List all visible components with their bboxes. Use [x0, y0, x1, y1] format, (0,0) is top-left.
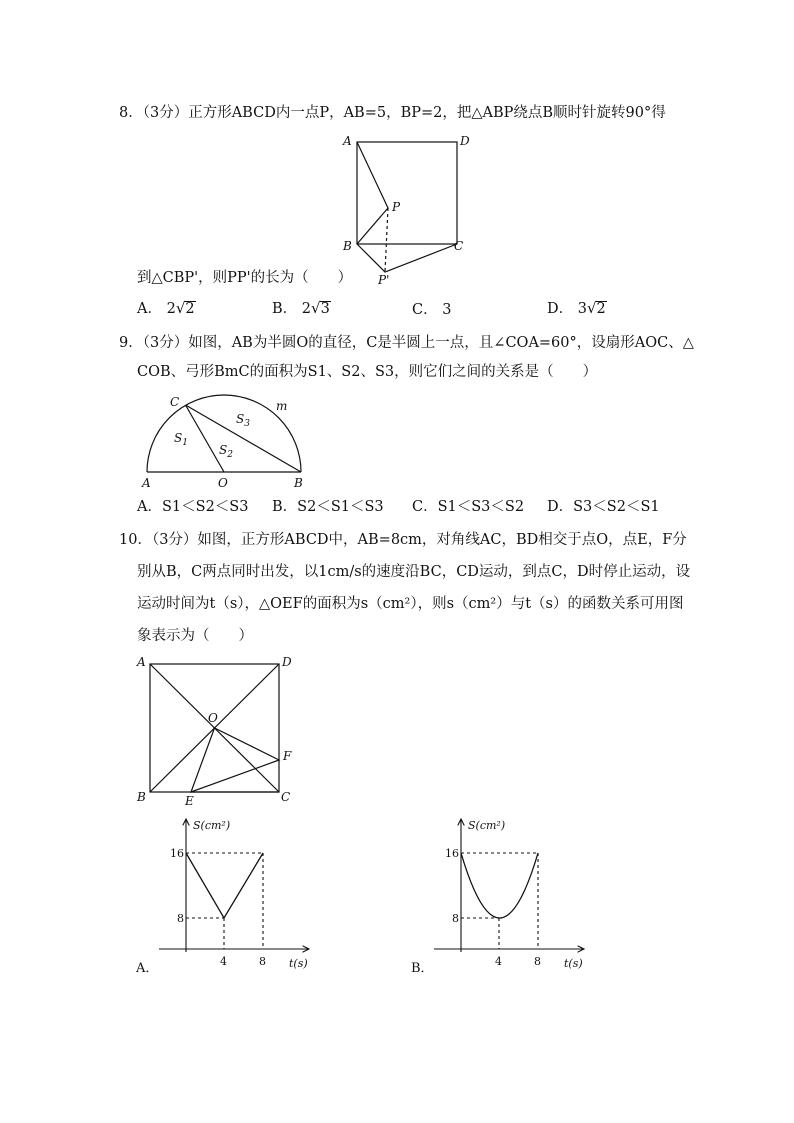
label-a: A [142, 476, 151, 490]
label-s3: $S_3$ [236, 412, 250, 429]
y-tick-16: 16 [170, 847, 184, 860]
q9-text-line1: 9．（3分）如图，AB为半圆O的直径，C是半圆上一点，且∠COA=60°，设扇形AOC、△ [119, 335, 694, 351]
segment-pp2 [385, 208, 388, 272]
q10-text-line3: 运动时间为t（s），△OEF的面积为s（cm²），则s（cm²）与t（s）的函数关系可用图 [137, 596, 684, 612]
label-f: F [283, 749, 292, 763]
triangle-abp [357, 142, 388, 244]
series-line [186, 853, 263, 918]
q10-figure [133, 654, 303, 808]
y-axis-label: S(cm²) [468, 819, 506, 832]
x-tick-4: 4 [495, 955, 502, 968]
q9-option-a: A．S1＜S2＜S3 [137, 499, 249, 515]
q10-graph-a [135, 815, 335, 975]
triangle-cbp2 [357, 244, 457, 272]
q9-option-d: D．S3＜S2＜S1 [547, 499, 660, 515]
q8-option-d: D． 3√2 [547, 299, 606, 317]
q9-figure [140, 392, 320, 492]
q9-text-line2: COB、弓形BmC的面积为S1、S2、S3，则它们之间的关系是（ ） [137, 364, 598, 380]
y-tick-16: 16 [445, 847, 459, 860]
sqrt-icon: √ [311, 299, 321, 317]
label-p: P [392, 200, 401, 214]
label-c: C [170, 395, 180, 409]
y-axis-label: S(cm²) [193, 819, 231, 832]
graph-option-label: A． [136, 961, 159, 976]
label-c: C [454, 239, 464, 253]
label-b: B [294, 476, 303, 490]
label-s1: $S_1$ [174, 431, 188, 448]
label-a: A [137, 655, 146, 669]
label-d: D [460, 134, 470, 148]
x-tick-8: 8 [534, 955, 541, 968]
square-abcd [357, 142, 457, 244]
series-curve [461, 853, 538, 918]
label-m: m [276, 399, 288, 413]
x-axis-label: t(s) [564, 957, 583, 970]
q8-option-a: A． 2√2 [137, 299, 195, 317]
label-s2: $S_2$ [219, 443, 233, 460]
q10-text-line2: 别从B，C两点同时出发，以1cm/s的速度沿BC，CD运动，到点C，D时停止运动，设 [137, 564, 691, 580]
x-tick-4: 4 [220, 955, 227, 968]
sqrt-icon: √ [175, 299, 186, 317]
q9-option-b: B．S2＜S1＜S3 [272, 499, 384, 515]
graph-option-label: B． [411, 961, 434, 976]
label-p-prime: P' [378, 273, 390, 287]
label-b: B [137, 790, 146, 804]
label-e: E [185, 794, 194, 808]
sqrt-icon: √ [586, 299, 597, 317]
x-axis-label: t(s) [289, 957, 308, 970]
q9-option-c: C．S1＜S3＜S2 [412, 499, 525, 515]
q10-graph-b [410, 815, 610, 975]
q8-option-b: B． 2√3 [272, 299, 330, 317]
q8-figure [340, 132, 480, 287]
segment-co [186, 405, 225, 472]
q8-text-line1: 8．（3分）正方形ABCD内一点P，AB=5，BP=2，把△ABP绕点B顺时针旋转90°得 [119, 105, 666, 121]
q8-option-c: C． 3 [412, 302, 452, 318]
q10-text-line1: 10．（3分）如图，正方形ABCD中，AB=8cm，对角线AC，BD相交于点O，点E，F分 [119, 532, 687, 548]
label-b: B [343, 239, 352, 253]
q10-text-line4: 象表示为（ ） [137, 628, 253, 644]
y-tick-8: 8 [452, 912, 459, 925]
label-c: C [281, 790, 291, 804]
label-o: O [208, 711, 218, 725]
x-tick-8: 8 [259, 955, 266, 968]
q8-text-line2: 到△CBP'，则PP'的长为（ ） [137, 270, 353, 286]
label-o: O [218, 476, 228, 490]
y-tick-8: 8 [177, 912, 184, 925]
label-d: D [282, 655, 292, 669]
label-a: A [343, 134, 352, 148]
